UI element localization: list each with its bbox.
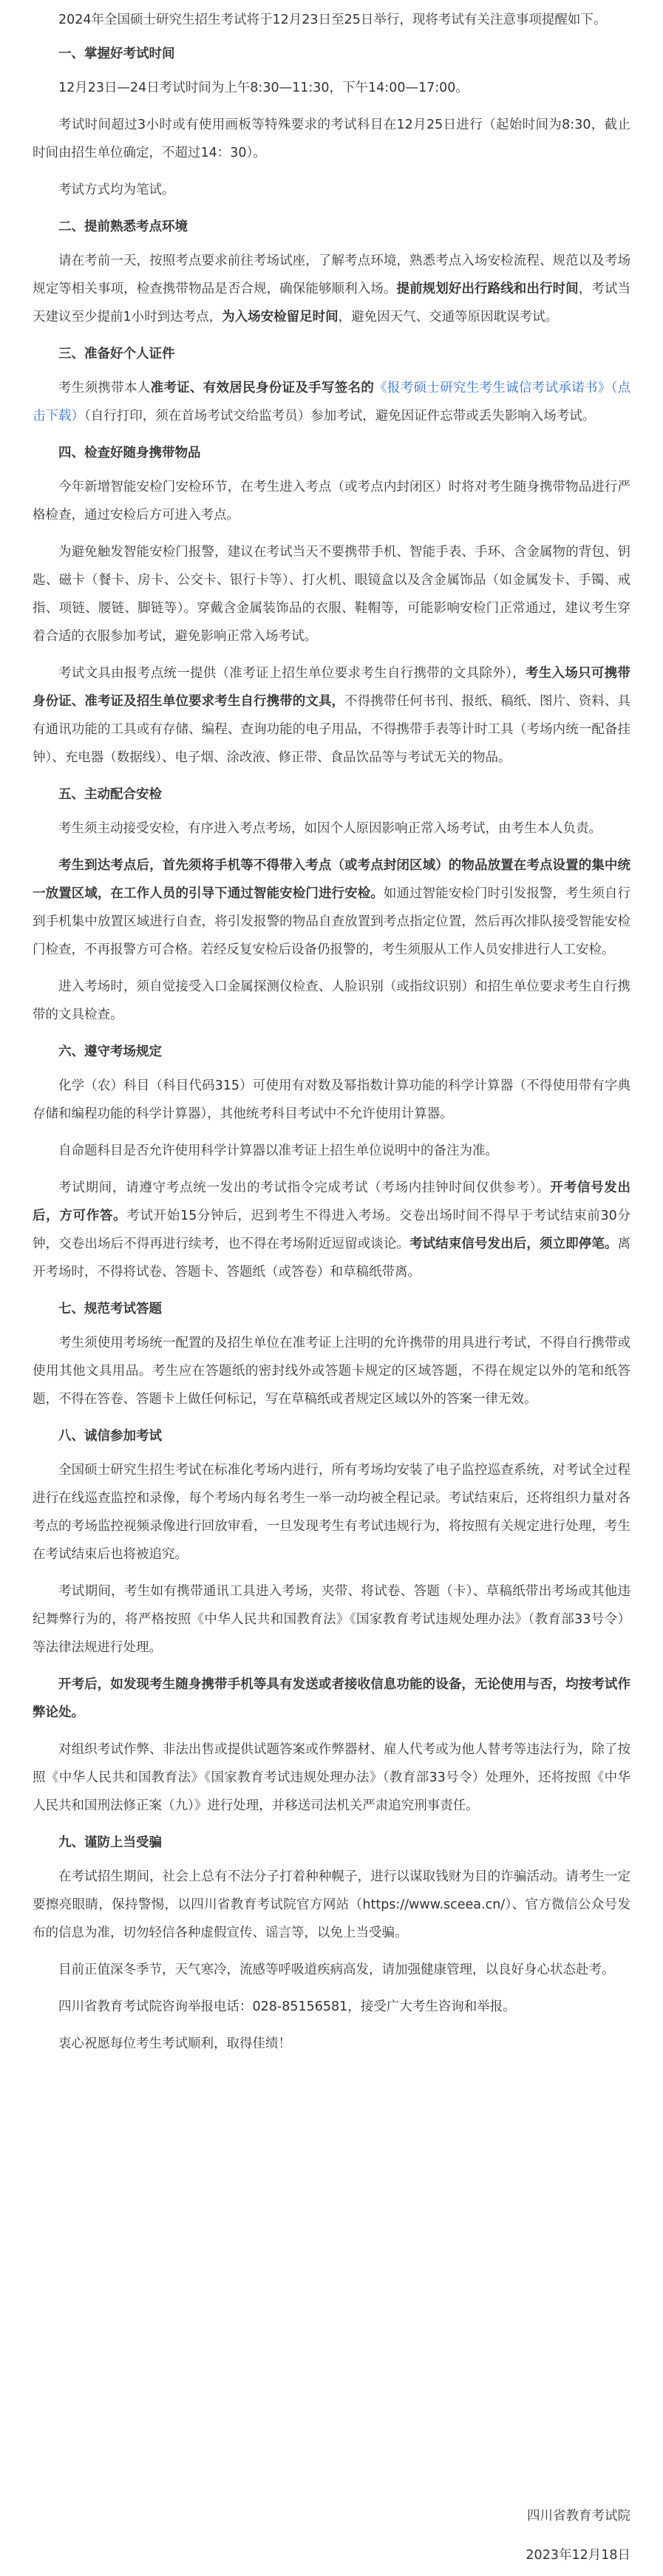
section-8-paragraph-1: 全国硕士研究生招生考试在标准化考场内进行，所有考场均安装了电子监控巡查系统，对考试全过程进行在线巡查监控和录像，每个考场内每名考生一举一动均被全程记录。考试结束后，还将组织力量对各考点的考场监控视频录像进行回放审看，一旦发现考生有考试违规行为，将按照有关规定进行处理，考生在考试结束后也将被追究。 — [33, 1463, 630, 1562]
section-5-title: 五、主动配合安检 — [58, 787, 162, 802]
text-span: 考试开始15分钟后，迟到考生不得进入考场。交卷出场时间不得早于考试结束前30分钟，交卷出场后不得再进行续考，也不得在考场附近逗留或谈论。 — [33, 1209, 630, 1251]
issue-date: 2023年12月18日 — [526, 2548, 630, 2563]
text-span: 如通过智能安检门时引发报警，考生须自行到手机集中放置区域进行自查，将引发报警的物品自查放置到考点指定位置，然后再次排队接受智能安检门检查，不再报警方可合格。若经反复安检后设备仍报警的，考生须服从工作人员安排进行人工安检。 — [33, 886, 631, 957]
text-span: 考试文具由报考点统一提供（准考证上招生单位要求考生自行携带的文具除外）， — [58, 666, 526, 681]
section-8-paragraph-4: 对组织考试作弊、非法出售或提供试题答案或作弊器材、雇人代考或为他人替考等违法行为，除了按照《中华人民共和国教育法》《国家教育考试违规处理办法》（教育部33号令）处理外，还将按照《中华人民共和国刑法修正案（九）》进行处理，并移送司法机关严肃追究刑事责任。 — [33, 1742, 630, 1813]
issuer-name: 四川省教育考试院 — [527, 2509, 630, 2524]
section-1-title: 一、掌握好考试时间 — [58, 47, 175, 61]
section-3-paragraph-1 — [33, 374, 630, 430]
pledge-download-link[interactable]: 《报考硕士研究生考生诚信考试承诺书》（点击下载） — [33, 381, 631, 424]
text-span: 离开考场时，不得将试卷、答题卡、答题纸（或答卷）和草稿纸带离。 — [33, 1237, 630, 1279]
section-8-title: 八、诚信参加考试 — [58, 1429, 162, 1444]
section-1-paragraph-2: 考试时间超过3小时或有使用画板等特殊要求的考试科目在12月25日进行（起始时间为8:30，截止时间由招生单位确定，不超过14：30）。 — [33, 118, 630, 160]
section-6-paragraph-1: 化学（农）科目（科目代码315）可使用有对数及幂指数计算功能的科学计算器（不得使用带有字典存储和编程功能的科学计算器），其他统考科目考试中不允许使用计算器。 — [33, 1078, 630, 1121]
section-1-paragraph-3: 考试方式均为笔试。 — [58, 183, 175, 197]
section-9-paragraph-3: 四川省教育考试院咨询举报电话：028-85156581，接受广大考生咨询和举报。 — [58, 1999, 516, 2014]
section-5-paragraph-2 — [33, 852, 630, 964]
section-4-paragraph-1: 今年新增智能安检门安检环节，在考生进入考点（或考点内封闭区）时将对考生随身携带物品进行严格检查，通过安检后方可进入考点。 — [33, 480, 630, 523]
section-6-paragraph-3 — [33, 1174, 630, 1286]
bold-text: 考生到达考点后，首先须将手机等不得带入考点（或考点封闭区域）的物品放置在考点设置的集中统一放置区域，在工作人员的引导下通过智能安检门进行安检。 — [33, 858, 630, 901]
notice-content — [33, 6, 630, 2058]
section-6-title: 六、遵守考场规定 — [58, 1044, 162, 1059]
section-8-paragraph-3: 开考后，如发现考生随身携带手机等具有发送或者接收信息功能的设备，无论使用与否，均按考试作弊论处。 — [33, 1677, 630, 1720]
bold-text: 考试结束信号发出后，须立即停笔。 — [409, 1237, 618, 1251]
bold-text: 准考证、有效居民身份证及手写签名的 — [150, 381, 375, 395]
text-span: （自行打印，须在首场考试交给监考员）参加考试，避免因证件忘带或丢失影响入场考试。 — [84, 409, 596, 424]
bold-text: 考生入场只可携带身份证、准考证及招生单位要求考生自行携带的文具， — [33, 666, 630, 709]
bold-text: 提前规划好出行路线和出行时间 — [396, 282, 579, 296]
section-9-paragraph-4: 衷心祝愿每位考生考试顺利，取得佳绩！ — [58, 2036, 291, 2051]
text-span: 考生须携带本人 — [58, 381, 151, 395]
text-span: ，考试当天建议至少提前1小时到达考点， — [33, 282, 631, 324]
section-9-paragraph-2: 目前正值深冬季节，天气寒冷，流感等呼吸道疾病高发，请加强健康管理，以良好身心状态赴考。 — [58, 1962, 615, 1977]
bold-text: 开考信号发出后，方可作答。 — [33, 1180, 631, 1223]
section-9-paragraph-1: 在考试招生期间，社会上总有不法分子打着种种幌子，进行以谋取钱财为目的诈骗活动。请考生一定要擦亮眼睛，保持警惕，以四川省教育考试院官方网站（https://www.sceea.cn/）、官方微信公众号发布的信息为准，切勿轻信各种虚假宣传、谣言等，以免上当受骗。 — [33, 1869, 630, 1940]
intro-paragraph: 2024年全国硕士研究生招生考试将于12月23日至25日举行，现将考试有关注意事项提醒如下。 — [58, 13, 607, 27]
text-span: 考试期间，请遵守考点统一发出的考试指令完成考试（考场内挂钟时间仅供参考）。 — [58, 1180, 551, 1195]
section-6-paragraph-2: 自命题科目是否允许使用科学计算器以准考证上招生单位说明中的备注为准。 — [58, 1143, 498, 1158]
section-7-title: 七、规范考试答题 — [58, 1302, 162, 1316]
section-7-paragraph-1: 考生须使用考场统一配置的及招生单位在准考证上注明的允许携带的用具进行考试，不得自行携带或使用其他文具用品。考生应在答题纸的密封线外或答题卡规定的区域答题，不得在规定以外的笔和纸答题，不得在答卷、答题卡上做任何标记，写在草稿纸或者规定区域以外的答案一律无效。 — [33, 1336, 630, 1407]
section-5-paragraph-3: 进入考场时，须自觉接受入口金属探测仪检查、人脸识别（或指纹识别）和招生单位要求考生自行携带的文具检查。 — [33, 979, 630, 1022]
section-2-title: 二、提前熟悉考点环境 — [58, 220, 188, 234]
section-4-paragraph-3 — [33, 659, 630, 772]
text-span: 不得携带任何书刊、报纸、稿纸、图片、资料、具有通讯功能的工具或有存储、编程、查询功能的电子用品，不得携带手表等计时工具（考场内统一配备挂钟）、充电器（数据线）、电子烟、涂改液、修正带、食品饮品等与考试无关的物品。 — [33, 694, 631, 765]
section-1-paragraph-1: 12月23日—24日考试时间为上午8:30—11:30，下午14:00—17:00。 — [58, 81, 469, 95]
text-span: 请在考前一天，按照考点要求前往考场试座，了解考点环境，熟悉考点入场安检流程、规范以及考场规定等相关事项，检查携带物品是否合规，确保能够顺利入场。 — [33, 254, 630, 296]
section-8-paragraph-2: 考试期间，考生如有携带通讯工具进入考场，夹带、将试卷、答题（卡）、草稿纸带出考场或其他违纪舞弊行为的，将严格按照《中华人民共和国教育法》《国家教育考试违规处理办法》（教育部33号令）等法律法规进行处理。 — [33, 1584, 630, 1655]
section-4-paragraph-2: 为避免触发智能安检门报警，建议在考试当天不要携带手机、智能手表、手环、含金属物的背包、钥匙、磁卡（餐卡、房卡、公交卡、银行卡等）、打火机、眼镜盒以及含金属饰品（如金属发卡、手镯、戒指、项链、腰链、脚链等）。穿戴含金属装饰品的衣服、鞋帽等，可能影响安检门正常通过，建议考生穿着合适的衣服参加考试，避免影响正常入场考试。 — [33, 545, 630, 644]
section-4-title: 四、检查好随身携带物品 — [58, 446, 201, 461]
section-5-paragraph-1: 考生须主动接受安检，有序进入考点考场，如因个人原因影响正常入场考试，由考生本人负责。 — [58, 821, 602, 836]
text-span: ，避免因天气、交通等原因耽误考试。 — [338, 310, 559, 324]
bold-text: 为入场安检留足时间 — [222, 310, 339, 324]
section-3-title: 三、准备好个人证件 — [58, 347, 175, 361]
section-9-title: 九、谨防上当受骗 — [58, 1835, 162, 1850]
section-2-paragraph-1 — [33, 247, 630, 331]
